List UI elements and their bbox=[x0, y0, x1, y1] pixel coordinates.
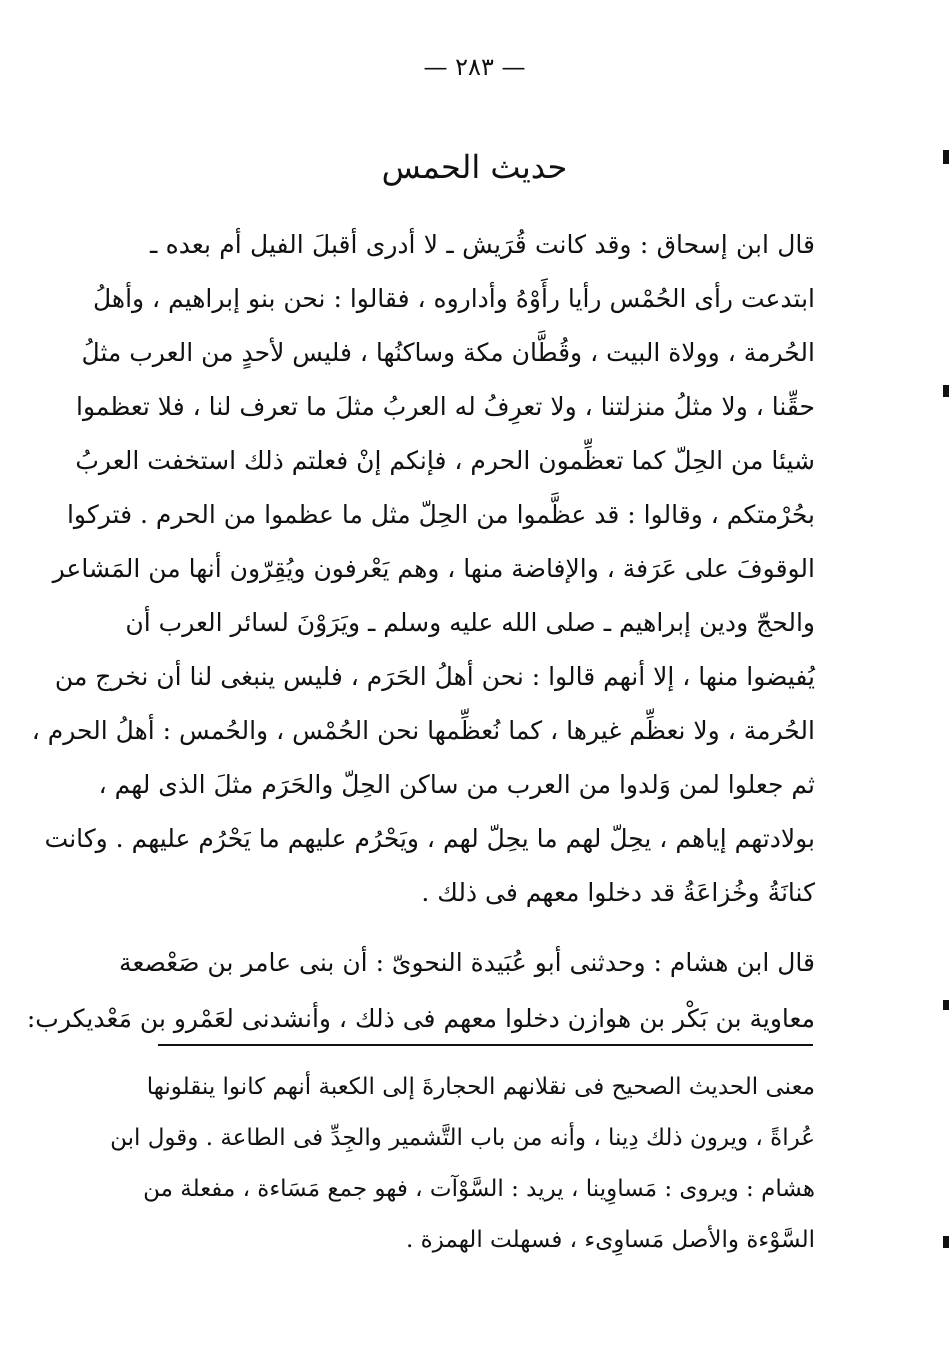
text-line: الحُرمة ، ولا نعظِّم غيرها ، كما نُعظِّمها نحن الحُمْس ، والحُمس : أهلُ الحرم ، bbox=[31, 716, 815, 745]
text-line: بحُرْمتكم ، وقالوا : قد عظَّموا من الحِلّ مثل ما عظموا من الحرم . فتركوا bbox=[66, 500, 815, 529]
text-line: حقِّنا ، ولا مثلُ منزلتنا ، ولا تعرِفُ له العربُ مثلَ ما تعرف لنا ، فلا تعظموا bbox=[76, 392, 815, 421]
margin-mark bbox=[943, 150, 949, 164]
page-number: — ٢٨٣ — bbox=[423, 53, 526, 81]
text-line: قال ابن هشام : وحدثنى أبو عُبَيدة النحوىّ : أن بنى عامر بن صَعْصعة bbox=[119, 948, 815, 977]
footnote-line: السَّوْءة والأصل مَساوِىء ، فسهلت الهمزة . bbox=[406, 1227, 815, 1253]
text-line: ثم جعلوا لمن وَلدوا من العرب من ساكن الحِلّ والحَرَم مثلَ الذى لهم ، bbox=[98, 770, 815, 799]
text-line: الحُرمة ، وولاة البيت ، وقُطَّان مكة وساكنُها ، فليس لأحدٍ من العرب مثلُ bbox=[81, 338, 815, 367]
main-paragraph bbox=[31, 218, 815, 920]
margin-mark bbox=[943, 385, 949, 397]
text-line: بولادتهم إياهم ، يحِلّ لهم ما يحِلّ لهم ، ويَحْرُم عليهم ما يَحْرُم عليهم . وكانت bbox=[44, 824, 815, 853]
ibn-hisham-paragraph bbox=[26, 935, 815, 1047]
footnote-line: معنى الحديث الصحيح فى نقلانهم الحجارةَ إلى الكعبة أنهم كانوا ينقلونها bbox=[146, 1074, 815, 1100]
margin-mark bbox=[943, 1236, 949, 1248]
text-line: يُفيضوا منها ، إلا أنهم قالوا : نحن أهلُ الحَرَم ، فليس ينبغى لنا أن نخرج من bbox=[54, 662, 815, 691]
text-line: الوقوفَ على عَرَفة ، والإفاضة منها ، وهم يَعْرفون ويُقِرّون أنها من المَشاعر bbox=[52, 554, 815, 583]
footnote-line: عُراةً ، ويرون ذلك دِينا ، وأنه من باب التَّشمير والجِدِّ فى الطاعة . وقول ابن bbox=[110, 1125, 815, 1151]
text-line: معاوية بن بَكْر بن هوازن دخلوا معهم فى ذلك ، وأنشدنى لعَمْرو بن مَعْديكرب: bbox=[26, 1004, 815, 1033]
text-line: ابتدعت رأى الحُمْس رأيا رأَوْهُ وأداروه ، فقالوا : نحن بنو إبراهيم ، وأهلُ bbox=[92, 284, 815, 313]
chapter-title: حديث الحمس bbox=[381, 148, 568, 186]
text-line: والحجّ ودين إبراهيم ـ صلى الله عليه وسلم ـ ويَرَوْنَ لسائر العرب أن bbox=[125, 608, 815, 637]
text-line: قال ابن إسحاق : وقد كانت قُرَيش ـ لا أدرى أقبلَ الفيل أم بعده ـ bbox=[150, 230, 815, 259]
footnote-line: هشام : ويروى : مَساوِينا ، يريد : السَّوْآت ، فهو جمع مَسَاءة ، مفعلة من bbox=[143, 1176, 815, 1202]
footnote-divider bbox=[158, 1044, 813, 1046]
text-line: شيئا من الحِلّ كما تعظِّمون الحرم ، فإنكم إنْ فعلتم ذلك استخفت العربُ bbox=[75, 446, 815, 475]
margin-mark bbox=[943, 1000, 949, 1010]
footnote bbox=[110, 1062, 815, 1266]
text-line: كنانَةُ وخُزاعَةُ قد دخلوا معهم فى ذلك . bbox=[421, 878, 815, 907]
